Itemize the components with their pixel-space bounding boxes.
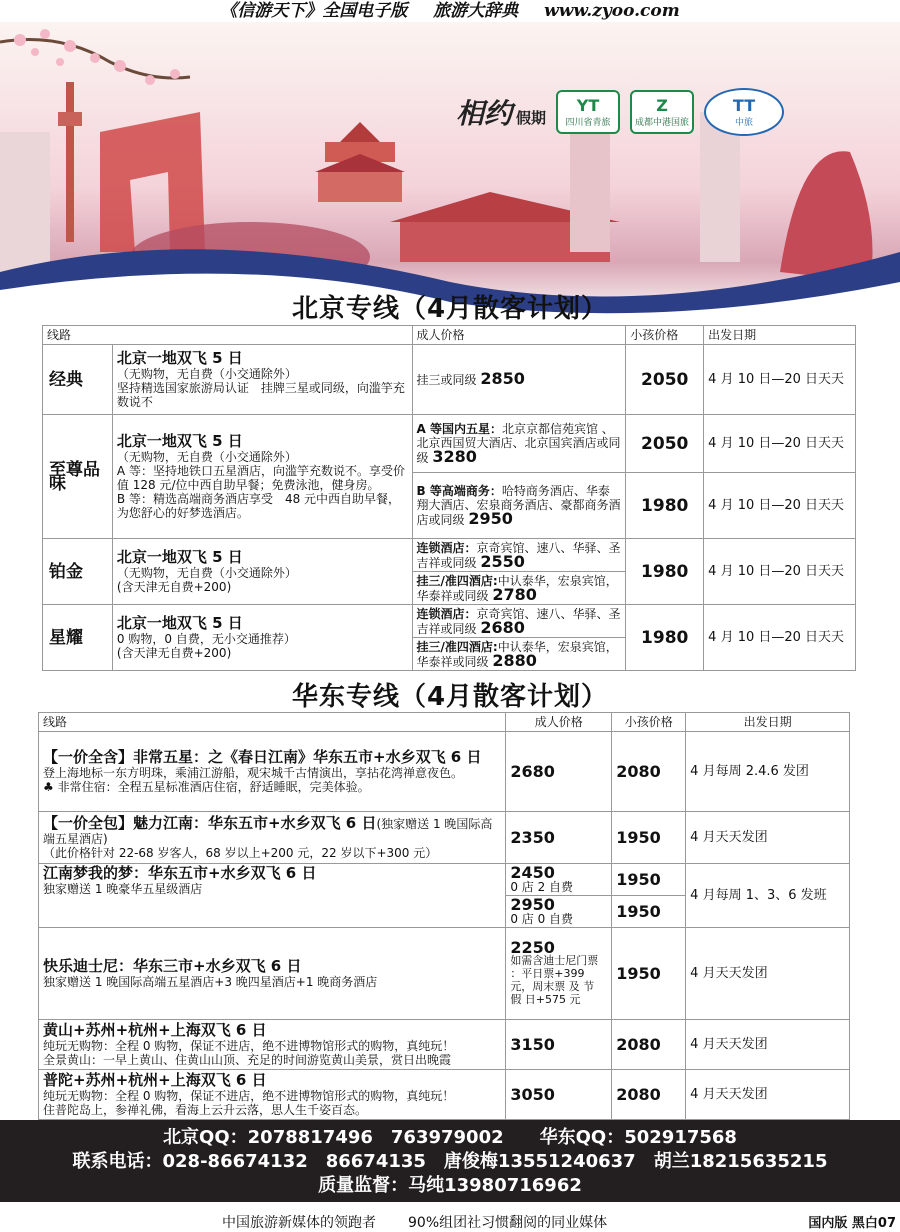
departure-date: 4 月天天发团 — [686, 812, 850, 864]
route-cell: 江南梦我的梦：华东五市+水乡双飞 6 日 独家赠送 1 晚豪华五星级酒店 — [39, 864, 506, 928]
departure-date: 4 月 10 日—20 日天天 — [704, 605, 856, 671]
adult-price-cell: 挂三或同级 2850 — [412, 345, 626, 415]
xiangyue-holiday-logo: 相约 假期 — [456, 97, 547, 130]
quality-supervision: 质量监督：马纯13980716962 — [318, 1175, 582, 1196]
child-price: 2050 — [626, 345, 704, 415]
table-row — [43, 605, 856, 638]
departure-date: 4 月天天发团 — [686, 928, 850, 1020]
hotel-option: B 等高端商务：哈特商务酒店、华泰翔大酒店、宏泉商务酒店、豪都商务酒店或同级 2950 — [412, 473, 626, 539]
adult-price-cell: 2950 0 店 0 自费 — [506, 896, 612, 928]
departure-date: 4 月每周 2.4.6 发团 — [686, 732, 850, 812]
adult-price-cell: 2250 如需含迪士尼门票 ：平日票+399 元，周末票 及 节 假 日+575 元 — [506, 928, 612, 1020]
adult-price: 3150 — [506, 1020, 612, 1070]
child-price: 1980 — [626, 539, 704, 605]
adult-price: 2350 — [506, 812, 612, 864]
table-row — [39, 1020, 850, 1070]
col-route: 线路 — [39, 713, 506, 732]
table-row — [43, 415, 856, 473]
sichuan-youth-travel-logo: YT 四川省青旅 — [556, 90, 620, 134]
level-label: 至尊品味 — [43, 415, 113, 539]
child-price: 1950 — [612, 812, 686, 864]
adult-price: 2680 — [506, 732, 612, 812]
table-row — [39, 864, 850, 896]
table-row — [39, 928, 850, 1020]
child-price: 2080 — [612, 732, 686, 812]
table-row — [43, 539, 856, 572]
departure-date: 4 月 10 日—20 日天天 — [704, 345, 856, 415]
hotel-option: 挂三/准四酒店:中认泰华，宏泉宾馆，华泰祥或同级 2780 — [412, 572, 626, 605]
china-travel-logo: TT 中旅 — [704, 88, 784, 136]
route-cell: 北京一地双飞 5 日 0 购物，0 自费，无小交通推荐） (含天津无自费+200) — [112, 605, 412, 671]
route-cell: 北京一地双飞 5 日 （无购物，无自费（小交通除外） (含天津无自费+200) — [112, 539, 412, 605]
route-cell: 【一价全含】非常五星：之《春日江南》华东五市+水乡双飞 6 日 登上海地标一东方明珠，乘浦江游船，观宋城千古情演出，享拈花湾禅意夜色。 ♣ 非常住宿：全程五星标准酒店住宿，舒适睡眠，完美体验。 — [39, 732, 506, 812]
beijing-price-table — [42, 325, 856, 671]
child-price: 1950 — [612, 896, 686, 928]
child-price: 1950 — [612, 864, 686, 896]
table-row — [39, 732, 850, 812]
hotel-option: 连锁酒店：京奇宾馆、速八、华驿、圣吉祥或同级 2550 — [412, 539, 626, 572]
huadong-section-title: 华东专线（4月散客计划） — [291, 682, 609, 712]
col-route: 线路 — [43, 326, 413, 345]
child-price: 1980 — [626, 473, 704, 539]
chengdu-zhonggang-logo: Z 成都中港国旅 — [630, 90, 694, 134]
hotel-option: 挂三/准四酒店:中认泰华，宏泉宾馆，华泰祥或同级 2880 — [412, 638, 626, 671]
level-label: 铂金 — [43, 539, 113, 605]
departure-date: 4 月天天发团 — [686, 1070, 850, 1120]
table-row — [39, 812, 850, 864]
table-header-row — [43, 326, 856, 345]
route-cell: 普陀+苏州+杭州+上海双飞 6 日 纯玩无购物：全程 0 购物，保证不进店，绝不进博物馆形式的购物，真纯玩！ 住普陀岛上，参禅礼佛，看海上云升云落，思人生千姿百态。 — [39, 1070, 506, 1120]
child-price: 2050 — [626, 415, 704, 473]
bottom-strip — [0, 1210, 900, 1230]
route-cell: 黄山+苏州+杭州+上海双飞 6 日 纯玩无购物：全程 0 购物，保证不进店，绝不进博物馆形式的购物，真纯玩！ 全景黄山：一早上黄山、住黄山山顶、充足的时间游览黄山美景，赏日出晚霞 — [39, 1020, 506, 1070]
huadong-price-table — [38, 712, 850, 1120]
child-price: 1980 — [626, 605, 704, 671]
departure-date: 4 月天天发团 — [686, 1020, 850, 1070]
hotel-option: 连锁酒店：京奇宾馆、速八、华驿、圣吉祥或同级 2680 — [412, 605, 626, 638]
dictionary-name: 旅游大辞典 — [433, 1, 519, 21]
qq-contacts: 北京QQ：2078817496 763979002 华东QQ：502917568 — [163, 1127, 737, 1148]
contact-footer — [0, 1120, 900, 1202]
departure-date: 4 月每周 1、3、6 发班 — [686, 864, 850, 928]
publication-name: 《信游天下》全国电子版 — [220, 1, 408, 21]
route-cell: 【一价全包】魅力江南：华东五市+水乡双飞 6 日(独家赠送 1 晚国际高端五星酒店) （此价格针对 22-68 岁客人，68 岁以上+200 元，22 岁以下+300 元） — [39, 812, 506, 864]
adult-price-cell: 2450 0 店 2 自费 — [506, 864, 612, 896]
beijing-section-title: 北京专线（4月散客计划） — [291, 294, 609, 324]
edition-label: 国内版 黑白07 — [808, 1216, 896, 1231]
departure-date: 4 月 10 日—20 日天天 — [704, 539, 856, 605]
col-child: 小孩价格 — [626, 326, 704, 345]
table-header-row — [39, 713, 850, 732]
phone-contacts: 联系电话：028-86674132 86674135 唐俊梅13551240637 胡兰18215635215 — [72, 1151, 828, 1172]
website-link[interactable]: www.zyoo.com — [544, 1, 680, 21]
level-label: 经典 — [43, 345, 113, 415]
beijing-skyline-illustration — [0, 22, 900, 322]
child-price: 1950 — [612, 928, 686, 1020]
masthead — [0, 0, 900, 22]
departure-date: 4 月 10 日—20 日天天 — [704, 415, 856, 473]
child-price: 2080 — [612, 1020, 686, 1070]
col-date: 出发日期 — [686, 713, 850, 732]
adult-price: 3050 — [506, 1070, 612, 1120]
col-child: 小孩价格 — [612, 713, 686, 732]
table-row — [43, 345, 856, 415]
col-adult: 成人价格 — [412, 326, 626, 345]
level-label: 星耀 — [43, 605, 113, 671]
table-row — [39, 1070, 850, 1120]
route-cell: 北京一地双飞 5 日 （无购物，无自费（小交通除外） 坚持精选国家旅游局认证 挂牌三星或同级，向滥竽充数说不 — [112, 345, 412, 415]
slogan: 中国旅游新媒体的领跑者 90%组团社习惯翻阅的同业媒体 — [222, 1215, 608, 1231]
col-date: 出发日期 — [704, 326, 856, 345]
sponsor-logos — [456, 88, 784, 136]
child-price: 2080 — [612, 1070, 686, 1120]
departure-date: 4 月 10 日—20 日天天 — [704, 473, 856, 539]
col-adult: 成人价格 — [506, 713, 612, 732]
route-cell: 北京一地双飞 5 日 （无购物，无自费（小交通除外） A 等：坚持地铁口五星酒店，向滥竽充数说不。享受价值 128 元/位中西自助早餐；免费泳池，健身房。 B 等：精选高端商务酒店享受 48 元中西自助早餐，为您舒心的好梦选酒店。 — [112, 415, 412, 539]
route-cell: 快乐迪士尼：华东三市+水乡双飞 6 日 独家赠送 1 晚国际高端五星酒店+3 晚四星酒店+1 晚商务酒店 — [39, 928, 506, 1020]
hotel-option: A 等国内五星：北京京都信苑宾馆 、北京西国贸大酒店、北京国宾酒店或同级 3280 — [412, 415, 626, 473]
hero-banner — [0, 22, 900, 322]
